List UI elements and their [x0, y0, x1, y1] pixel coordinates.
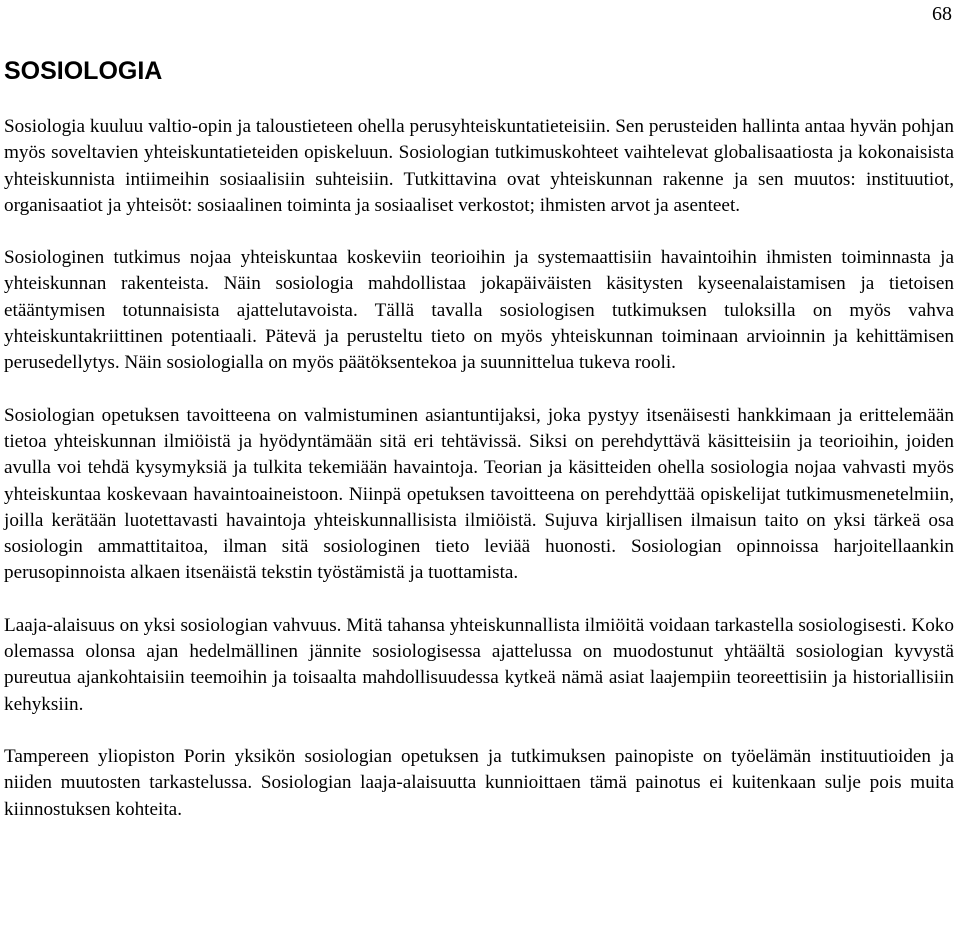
paragraph-introduction: Sosiologia kuuluu valtio-opin ja taloustieteen ohella perusyhteiskuntatieteisiin. Sen perusteiden hallinta antaa hyvän pohjan myös soveltavien yhteiskuntatieteiden opiskeluun. Sosiologian tutkimuskohteet vaihtelevat globalisaatiosta ja kokonaisista yhteiskunnista intiimeihin sosiaalisiin suhteisiin. Tutkittavina ovat yhteiskunnan rakenne ja sen muutos: instituutiot, organisaatiot ja yhteisöt: sosiaalinen toiminta ja sosiaaliset verkostot; ihmisten arvot ja asenteet.	[4, 116, 954, 216]
paragraph-teaching-goals: Sosiologian opetuksen tavoitteena on valmistuminen asiantuntijaksi, joka pystyy itsenäisesti hankkimaan ja erittelemään tietoa yhteiskunnan ilmiöistä ja hyödyntämään sitä eri tehtävissä. Siksi on perehdyttävä käsitteisiin ja teorioihin, joiden avulla voi tehdä kysymyksiä ja tulkita tekemiään havaintoja. Teorian ja käsitteiden ohella sosiologia nojaa vahvasti myös yhteiskuntaa koskevaan havaintoaineistoon. Niinpä opetuksen tavoitteena on perehdyttää opiskelijat tutkimusmenetelmiin, joilla kerätään luotettavasti havaintoja yhteiskunnallisista ilmiöistä. Sujuva kirjallisen ilmaisun taito on yksi tärkeä osa sosiologin ammattitaitoa, ilman sitä sosiologinen tieto leviää huonosti. Sosiologian opinnoissa harjoitellaankin perusopinnoista alkaen itsenäistä tekstin työstämistä ja tuottamista.	[4, 404, 954, 584]
body-text	[4, 114, 954, 849]
paragraph-pori-unit: Tampereen yliopiston Porin yksikön sosiologian opetuksen ja tutkimuksen painopiste on työelämän instituutioiden ja niiden muutosten tarkastelussa. Sosiologian laaja-alaisuutta kunnioittaen tämä painotus ei kuitenkaan sulje pois muita kiinnostuksen kohteita.	[4, 745, 954, 820]
paragraph-research: Sosiologinen tutkimus nojaa yhteiskuntaa koskeviin teorioihin ja systemaattisiin havaintoihin ihmisten toiminnasta ja yhteiskunnan rakenteista. Näin sosiologia mahdollistaa jokapäiväisten käsitysten kyseenalaistamisen ja tietoisen etääntymisen totunnaisista ajattelutavoista. Tällä tavalla sosiologisen tutkimuksen tuloksilla on myös vahva yhteiskuntakriittinen potentiaali. Pätevä ja perusteltu tieto on myös yhteiskunnan toiminaan arvioinnin ja kehittämisen perusedellytys. Näin sosiologialla on myös päätöksentekoa ja suunnittelua tukeva rooli.	[4, 247, 954, 374]
page-number: 68	[932, 3, 952, 25]
page-title: SOSIOLOGIA	[4, 57, 163, 85]
paragraph-breadth: Laaja-alaisuus on yksi sosiologian vahvuus. Mitä tahansa yhteiskunnallista ilmiöitä voidaan tarkastella sosiologisesti. Koko olemassa olonsa ajan hedelmällinen jännite sosiologisessa ajattelussa on muodostunut yhtäältä sosiologian kyvystä pureutua ajankohtaisiin teemoihin ja toisaalta mahdollisuudessa kytkeä nämä asiat laajempiin teoreettisiin ja historiallisiin kehyksiin.	[4, 614, 954, 715]
